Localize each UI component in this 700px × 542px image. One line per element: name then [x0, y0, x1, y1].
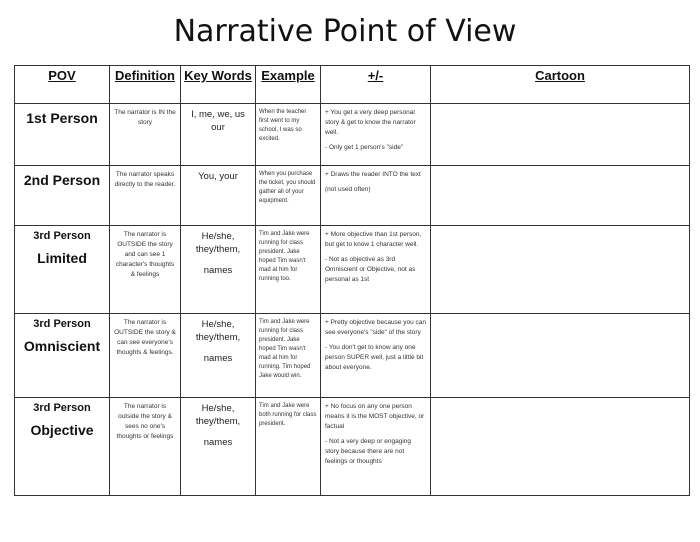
header-key-words: Key Words: [181, 66, 256, 104]
pov-cell: [15, 166, 110, 226]
header-example: Example: [256, 66, 321, 104]
pov-label: 2nd Person: [23, 172, 101, 188]
definition-cell: The narrator is OUTSIDE the story and can see 1 character's thoughts & feelings: [110, 226, 181, 314]
pros-cons-item: + Draws the reader INTO the text: [325, 171, 421, 178]
pros-cons-item: - Only get 1 person's "side": [325, 144, 404, 151]
table-row: [15, 166, 690, 226]
header-row: [15, 66, 690, 104]
key-words-text: He/she, they/them,: [195, 231, 241, 255]
pov-sub-label: 3rd Person: [33, 318, 91, 330]
pros-cons-cell: [321, 314, 431, 398]
table-row: [15, 398, 690, 496]
example-cell: When the teacher first went to my school, I was so excited.: [256, 104, 321, 166]
pros-cons-cell: [321, 104, 431, 166]
header-cartoon: Cartoon: [431, 66, 690, 104]
header-pov: POV: [15, 66, 110, 104]
table-row: [15, 314, 690, 398]
header-pros-cons: +/-: [321, 66, 431, 104]
pros-cons-item: + No focus on any one person means it is the MOST objective, or factual: [325, 403, 425, 430]
key-words-text: You, your: [198, 171, 238, 182]
cartoon-cell[interactable]: [431, 226, 690, 314]
pov-label: Objective: [30, 422, 94, 438]
pov-cell: [15, 398, 110, 496]
pov-label: 1st Person: [26, 110, 98, 126]
pov-cell: [15, 314, 110, 398]
cartoon-cell[interactable]: [431, 104, 690, 166]
table-row: [15, 104, 690, 166]
cartoon-cell[interactable]: [431, 398, 690, 496]
key-words-cell: [181, 398, 256, 496]
key-words-cell: [181, 104, 256, 166]
pros-cons-cell: [321, 166, 431, 226]
table-row: [15, 226, 690, 314]
key-words-extra: names: [203, 437, 233, 448]
pov-label: Limited: [37, 250, 87, 266]
key-words-cell: [181, 166, 256, 226]
pros-cons-item: - You don't get to know any one person SUPER well, just a little bit about everyone.: [325, 344, 424, 371]
pros-cons-item: - Not a very deep or engaging story because there are not feelings or thoughts: [325, 438, 411, 465]
definition-cell: The narrator is IN the story: [110, 104, 181, 166]
key-words-text: I, me, we, us our: [191, 109, 245, 133]
page-title: Narrative Point of View: [173, 14, 517, 49]
key-words-cell: [181, 226, 256, 314]
key-words-extra: names: [203, 353, 233, 364]
example-cell: When you purchase the ticket, you should gather all of your equipment.: [256, 166, 321, 226]
pov-cell: [15, 226, 110, 314]
pov-label: Omniscient: [23, 338, 101, 354]
pov-sub-label: 3rd Person: [33, 402, 91, 414]
pros-cons-item: + You get a very deep personal story & get to know the narrator well.: [325, 109, 416, 136]
cartoon-cell[interactable]: [431, 314, 690, 398]
pov-cell: [15, 104, 110, 166]
example-cell: Tim and Jake were running for class president. Jake hoped Tim wasn't mad at him for running. Tim hoped Jake would win.: [256, 314, 321, 398]
pros-cons-cell: [321, 226, 431, 314]
pros-cons-item: + More objective than 1st person, but get to know 1 character well.: [325, 231, 422, 248]
example-cell: Tim and Jake were both running for class president.: [256, 398, 321, 496]
key-words-extra: names: [203, 265, 233, 276]
header-definition: Definition: [110, 66, 181, 104]
example-cell: Tim and Jake were running for class president. Jake hoped Tim wasn't mad at him for running too.: [256, 226, 321, 314]
definition-cell: The narrator is outside the story & sees no one's thoughts or feelings: [110, 398, 181, 496]
pros-cons-cell: [321, 398, 431, 496]
key-words-cell: [181, 314, 256, 398]
pov-sub-label: 3rd Person: [33, 230, 91, 242]
pov-table: [14, 65, 690, 496]
key-words-text: He/she, they/them,: [195, 403, 241, 427]
pros-cons-item: (not used often): [325, 186, 371, 193]
cartoon-cell[interactable]: [431, 166, 690, 226]
key-words-text: He/she, they/them,: [195, 319, 241, 343]
pros-cons-item: + Pretty objective because you can see everyone's "side" of the story: [325, 319, 426, 336]
pros-cons-item: - Not as objective as 3rd Omniscient or Objective, not as personal as 1st: [325, 256, 416, 283]
definition-cell: The narrator speaks directly to the reader.: [110, 166, 181, 226]
definition-cell: The narrator is OUTSIDE the story & can see everyone's thoughts & feelings.: [110, 314, 181, 398]
